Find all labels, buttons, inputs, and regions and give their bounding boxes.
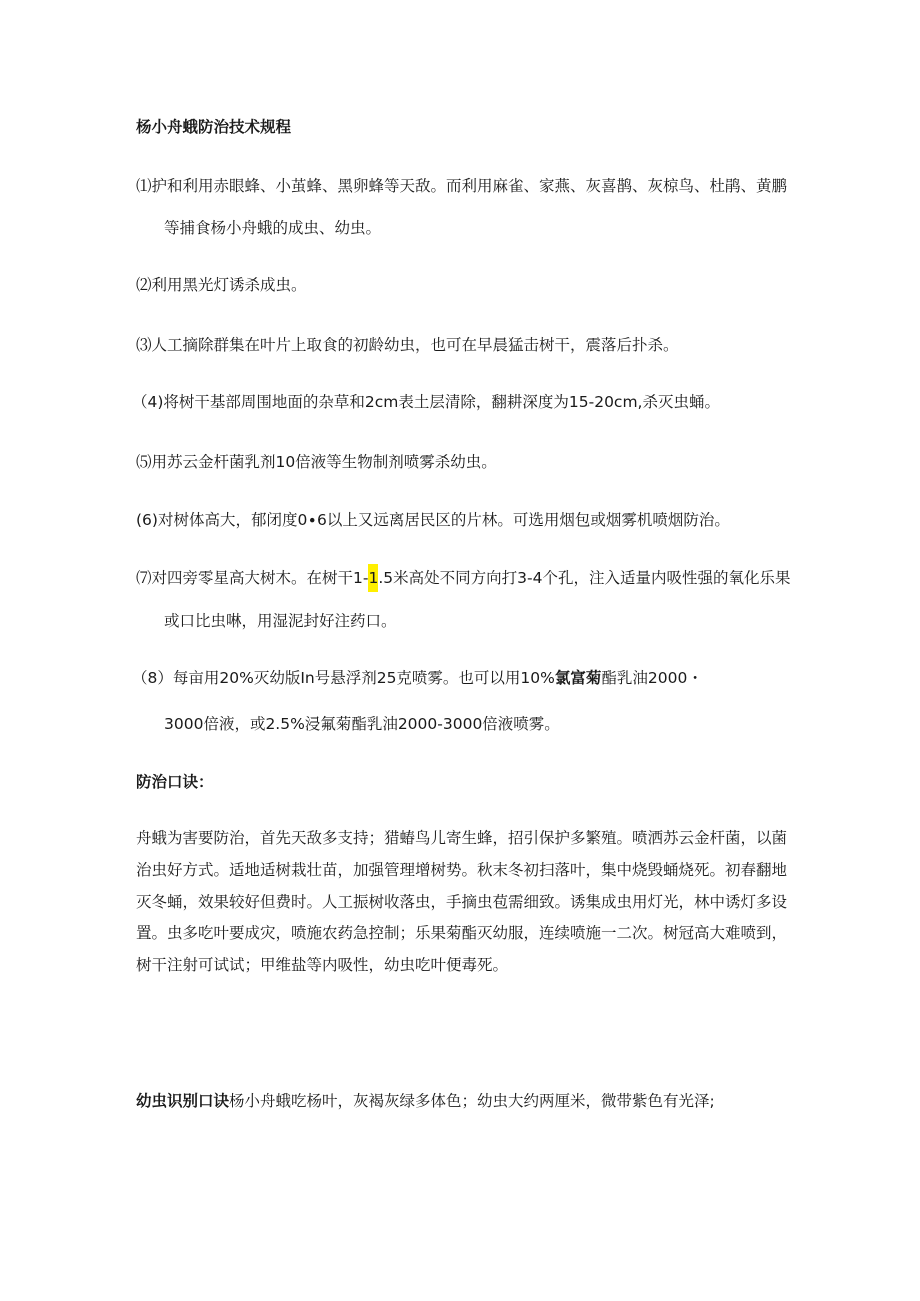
item-8-text-b: 酯乳油2000・: [601, 669, 703, 687]
item-3: ⑶人工摘除群集在叶片上取食的初龄幼虫，也可在早晨猛击树干，震落后扑杀。: [136, 336, 679, 354]
item-8-bold-text: 氯富菊: [554, 669, 602, 687]
item-5: ⑸用苏云金杆菌乳剂10倍液等生物制剂喷雾杀幼虫。: [136, 453, 497, 471]
item-7-line-2: 或口比虫啉，用湿泥封好注药口。: [164, 612, 397, 630]
item-4: （4)将树干基部周围地面的杂草和2cm表土层清除，翻耕深度为15-20cm,杀灭虫蛹。: [132, 393, 720, 411]
highlighted-digit: 1: [368, 564, 378, 592]
item-1-line-1: ⑴护和利用赤眼蜂、小茧蜂、黑卵蜂等天敌。而利用麻雀、家燕、灰喜鹊、灰椋鸟、杜鹃、黄鹏: [136, 177, 788, 195]
rhyme-heading: 防治口诀：: [136, 773, 214, 791]
item-7-text-a: ⑺对四旁零星高大树木。在树干1-: [136, 569, 369, 587]
larva-text: 杨小舟蛾吃杨叶，灰褐灰绿多体色；幼虫大约两厘米，微带紫色有光泽;: [229, 1092, 715, 1110]
rhyme-paragraph: 舟蛾为害要防治，首先天敌多支持；猎蝽鸟儿寄生蜂，招引保护多繁殖。喷洒苏云金杆菌，以菌治虫好方式。适地适树栽壮苗，加强管理增树势。秋末冬初扫落叶，集中烧毁蛹烧死。初春翻地灭冬蛹，效果较好但费时。人工振树收落虫，手摘虫苞需细致。诱集成虫用灯光，林中诱灯多设置。虫多吃叶要成灾，喷施农药急控制；乐果菊酯灭幼服，连续喷施一二次。树冠高大难喷到，树干注射可试试；甲维盐等内吸性，幼虫吃叶便毒死。: [136, 829, 788, 975]
item-1-line-2: 等捕食杨小舟蛾的成虫、幼虫。: [164, 219, 382, 237]
item-8-line-2: 3000倍液，或2.5%浸氟菊酯乳油2000-3000倍液喷雾。: [164, 715, 560, 733]
larva-rhyme-line: [136, 1090, 715, 1112]
item-7-line-1: [136, 567, 790, 589]
item-2: ⑵利用黑光灯诱杀成虫。: [136, 276, 307, 294]
item-8-line-1: [132, 667, 703, 689]
item-7-text-b: .5米高处不同方向打3-4个孔，注入适量内吸性强的氧化乐果: [378, 569, 791, 587]
item-8-text-a: （8）每亩用20%灭幼版In号悬浮剂25克喷雾。也可以用10%: [132, 669, 555, 687]
document-title: 杨小舟蛾防治技术规程: [136, 118, 292, 136]
larva-heading: 幼虫识别口诀: [136, 1092, 230, 1110]
item-6: (6)对树体高大，郁闭度0∙6以上又远离居民区的片林。可选用烟包或烟雾机喷烟防治。: [136, 511, 730, 529]
